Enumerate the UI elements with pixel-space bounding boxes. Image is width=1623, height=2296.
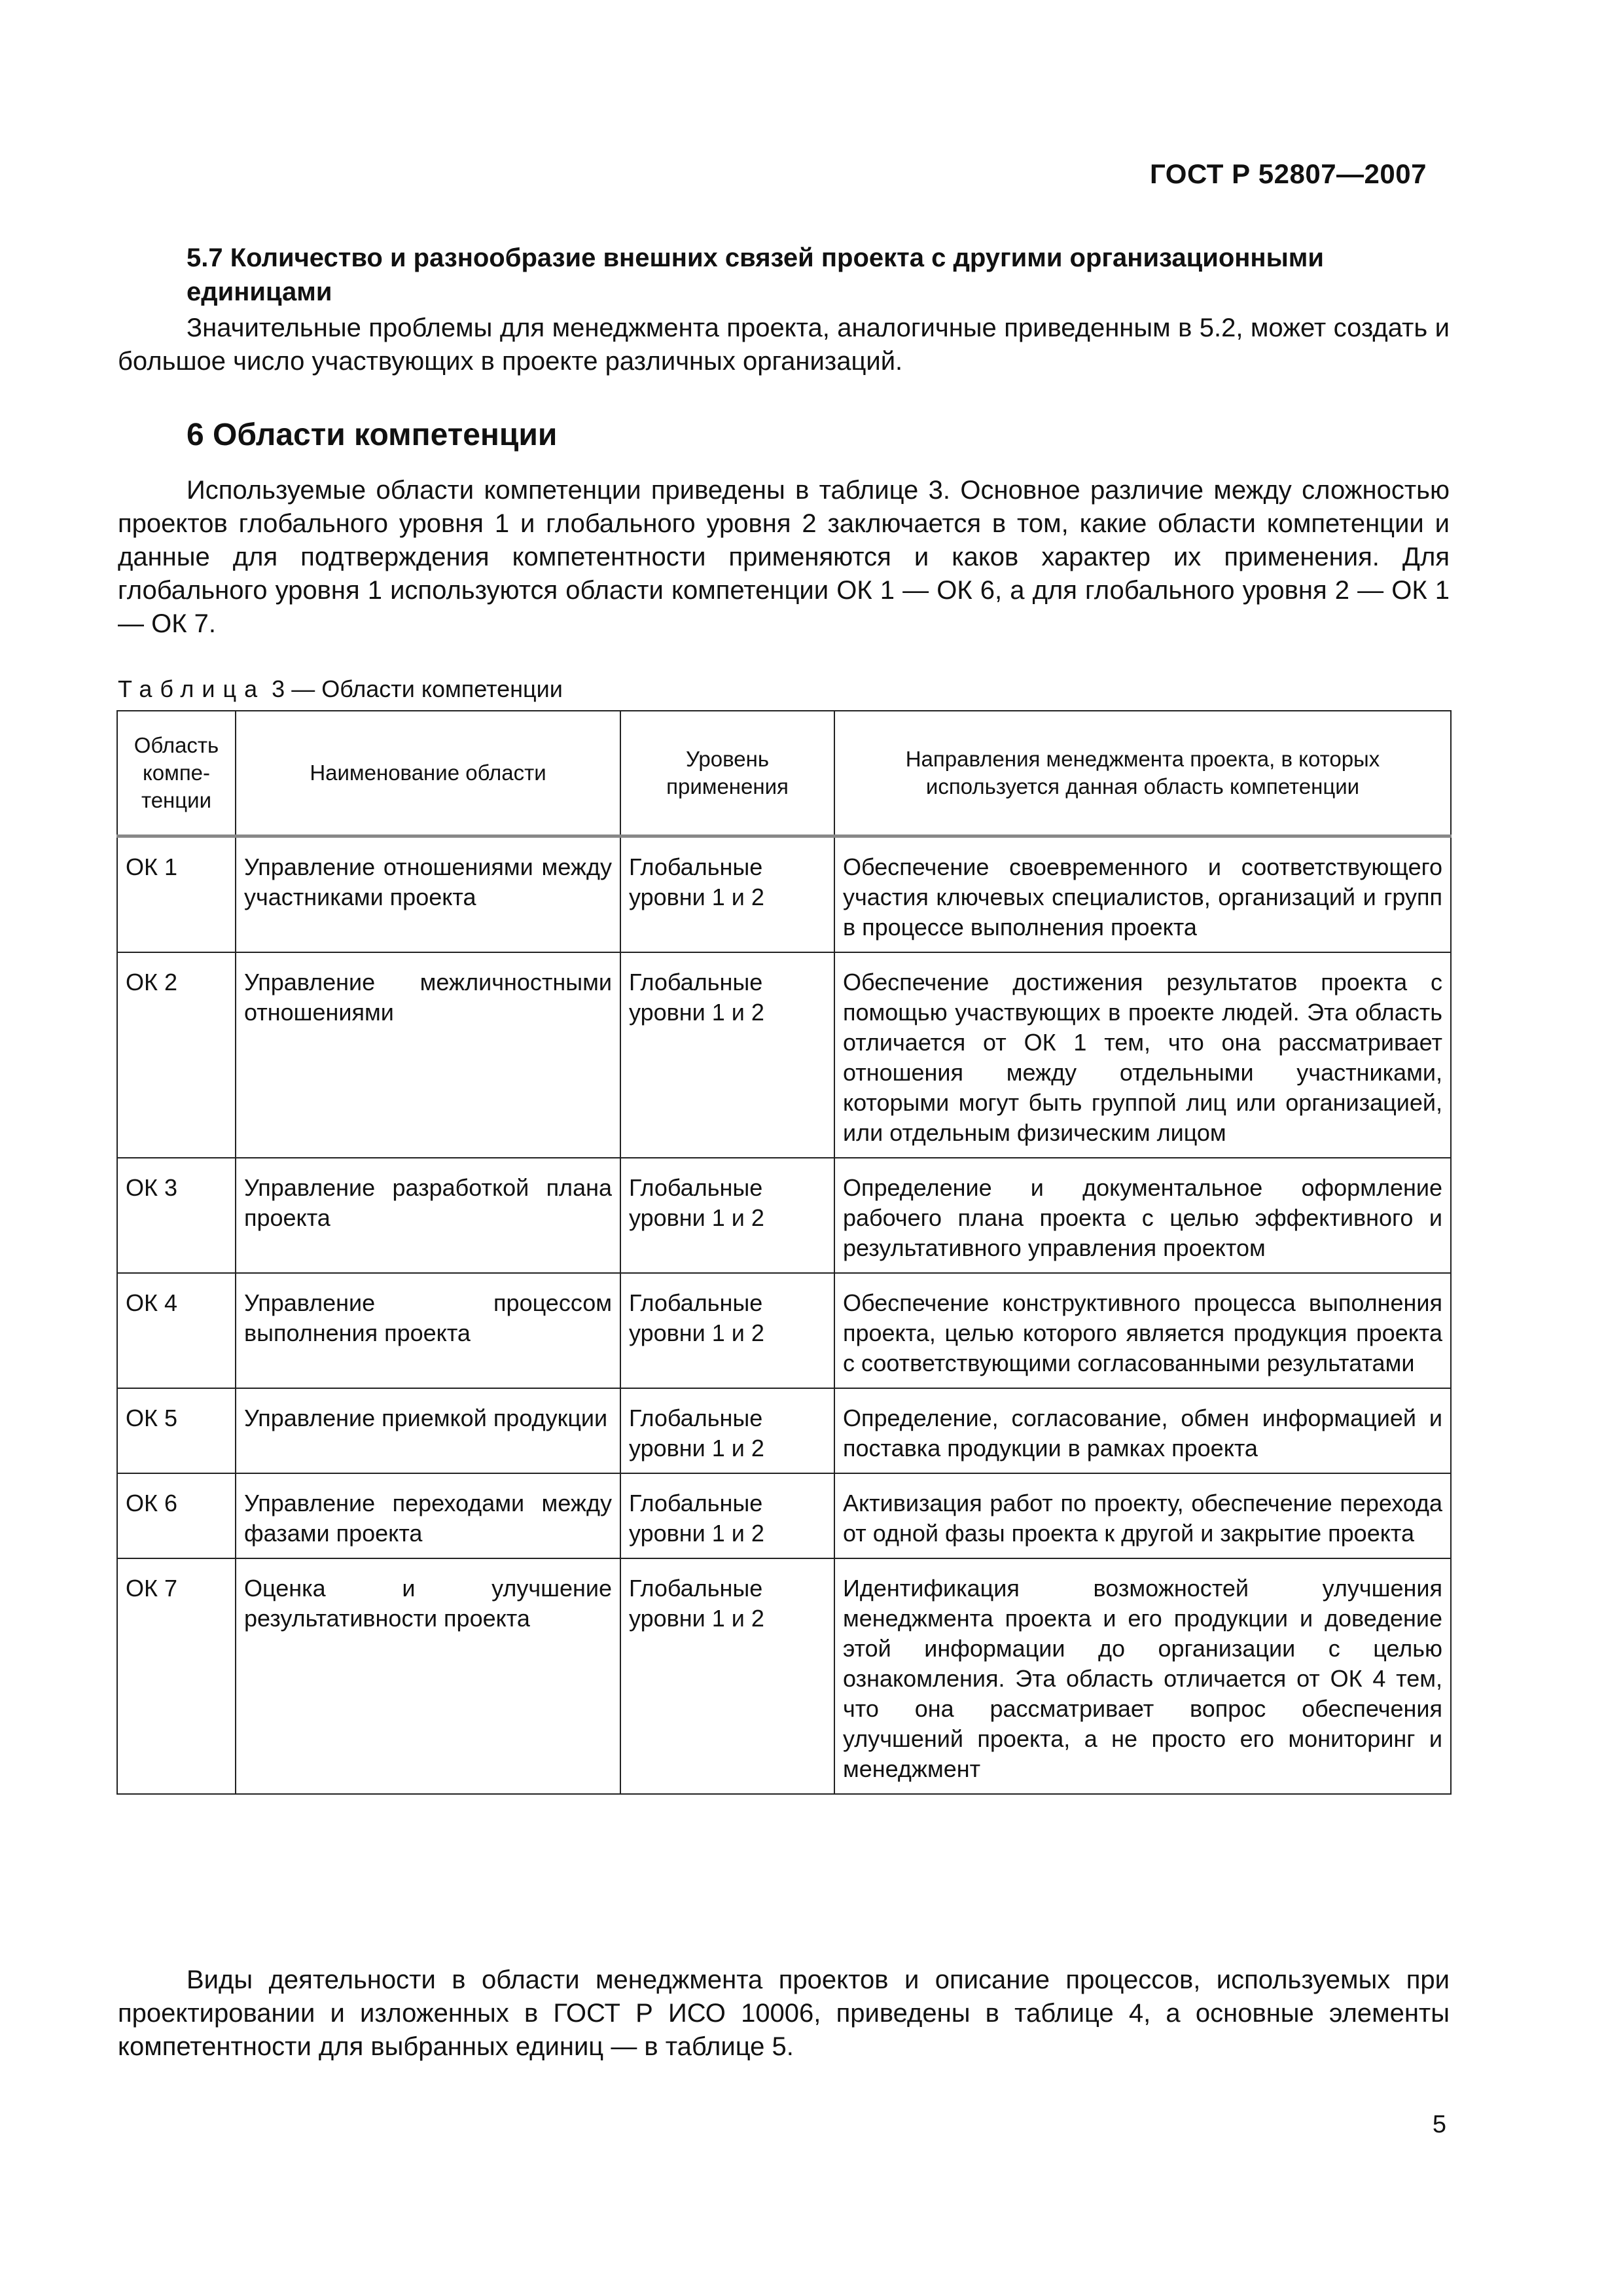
table-row <box>117 836 1451 953</box>
page-number: 5 <box>1432 2111 1446 2138</box>
row-name: Управление отношениями между участниками проекта <box>236 836 620 953</box>
table-3-caption <box>118 675 563 703</box>
row-directions: Определение и документальное оформление рабочего плана проекта с целью эффективного и результативного управления проектом <box>834 1158 1451 1273</box>
row-level: Глобальные уровни 1 и 2 <box>620 1158 834 1273</box>
section-6-text: Используемые области компетенции приведены в таблице 3. Основное различие между сложностью проектов глобального уровня 1 и глобального уровня 2 заключается в том, какие области компетенции и данные для подтверждения компетентности применяются и каков характер их применения. Для глобального уровня 1 используются области компетенции ОК 1 — ОК 6, а для глобального уровня 2 — ОК 1 — ОК 7. <box>118 476 1450 638</box>
table-header-row <box>117 711 1451 836</box>
document-code: ГОСТ Р 52807—2007 <box>1150 158 1427 189</box>
header-directions: Направления менеджмента проекта, в которых используется данная область компетенции <box>834 711 1451 836</box>
table-row <box>117 1273 1451 1388</box>
row-level: Глобальные уровни 1 и 2 <box>620 952 834 1158</box>
row-code: ОК 2 <box>117 952 236 1158</box>
row-name: Управление переходами между фазами проекта <box>236 1473 620 1558</box>
section-6-title: 6 Области компетенции <box>187 418 558 452</box>
table-caption-title: 3 — Области компетенции <box>272 675 563 702</box>
table-caption-label: Таблица <box>118 675 266 702</box>
row-code: ОК 3 <box>117 1158 236 1273</box>
row-directions: Определение, согласование, обмен информацией и поставка продукции в рамках проекта <box>834 1388 1451 1473</box>
section-6-body <box>118 474 1450 641</box>
table-row <box>117 1158 1451 1273</box>
row-level: Глобальные уровни 1 и 2 <box>620 1473 834 1558</box>
row-directions: Идентификация возможностей улучшения менеджмента проекта и его продукции и доведение этой информации до организации с целью ознакомления. Эта область отличается от ОК 4 тем, что она рассматривает вопрос обеспечения улучшений проекта, а не просто его мониторинг и менеджмент <box>834 1558 1451 1794</box>
table-row <box>117 952 1451 1158</box>
row-directions: Обеспечение достижения результатов проекта с помощью участвующих в проекте людей. Эта область отличается от ОК 1 тем, что она рассматривает отношения между отдельными участниками, которыми могут быть группой лиц или организацией, или отдельным физическим лицом <box>834 952 1451 1158</box>
header-area: Область компе-тенции <box>117 711 236 836</box>
row-level: Глобальные уровни 1 и 2 <box>620 836 834 953</box>
row-code: ОК 7 <box>117 1558 236 1794</box>
row-name: Управление межличностными отношениями <box>236 952 620 1158</box>
row-code: ОК 1 <box>117 836 236 953</box>
row-code: ОК 5 <box>117 1388 236 1473</box>
header-level: Уровень применения <box>620 711 834 836</box>
table-row <box>117 1558 1451 1794</box>
row-level: Глобальные уровни 1 и 2 <box>620 1273 834 1388</box>
section-5-7-text: Значительные проблемы для менеджмента проекта, аналогичные приведенным в 5.2, может создать и большое число участвующих в проекте различных организаций. <box>118 314 1450 376</box>
row-directions: Обеспечение конструктивного процесса выполнения проекта, целью которого является продукция проекта с соответствующими согласованными результатами <box>834 1273 1451 1388</box>
row-level: Глобальные уровни 1 и 2 <box>620 1558 834 1794</box>
closing-paragraph <box>118 1964 1450 2064</box>
closing-text: Виды деятельности в области менеджмента проектов и описание процессов, используемых при проектировании и изложенных в ГОСТ Р ИСО 10006, приведены в таблице 4, а основные элементы компетентности для выбранных единиц — в таблице 5. <box>118 1965 1450 2061</box>
row-code: ОК 4 <box>117 1273 236 1388</box>
row-directions: Обеспечение своевременного и соответствующего участия ключевых специалистов, организаций и групп в процессе выполнения проекта <box>834 836 1451 953</box>
row-name: Управление процессом выполнения проекта <box>236 1273 620 1388</box>
competence-areas-table <box>116 710 1452 1795</box>
table-row <box>117 1473 1451 1558</box>
header-name: Наименование области <box>236 711 620 836</box>
row-directions: Активизация работ по проекту, обеспечение перехода от одной фазы проекта к другой и закрытие проекта <box>834 1473 1451 1558</box>
row-level: Глобальные уровни 1 и 2 <box>620 1388 834 1473</box>
row-name: Управление приемкой продукции <box>236 1388 620 1473</box>
table-row <box>117 1388 1451 1473</box>
section-5-7-title: 5.7 Количество и разнообразие внешних связей проекта с другими организационными единицами <box>187 243 1324 306</box>
row-name: Управление разработкой плана проекта <box>236 1158 620 1273</box>
row-name: Оценка и улучшение результативности проекта <box>236 1558 620 1794</box>
row-code: ОК 6 <box>117 1473 236 1558</box>
section-5-7-body <box>118 312 1450 378</box>
